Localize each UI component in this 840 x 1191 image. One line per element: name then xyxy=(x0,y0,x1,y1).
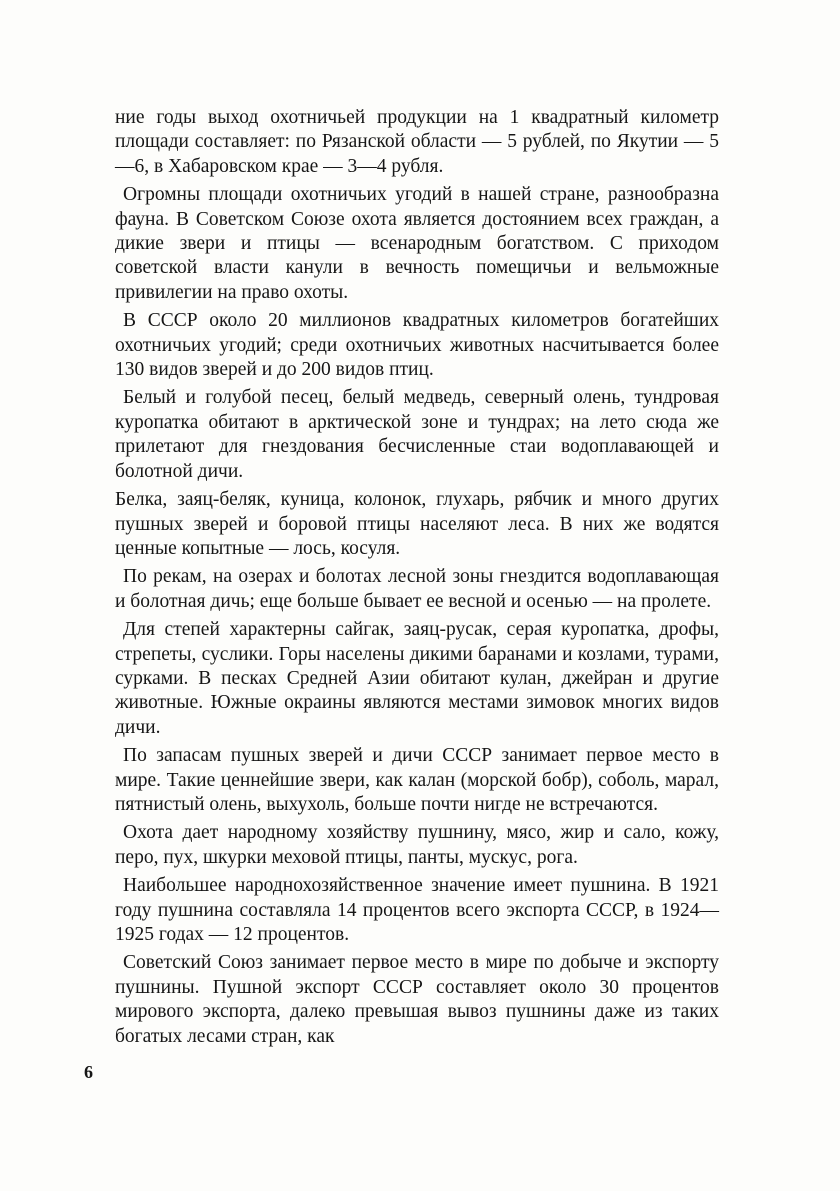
paragraph-10: Наибольшее народнохозяйственное значение имеет пушнина. В 1921 году пушнина составляла 14 процентов всего экспорта СССР, в 1924—1925 годах — 12 процентов. xyxy=(115,875,719,945)
paragraph-6: По рекам, на озерах и болотах лесной зоны гнездится водоплавающая и болотная дичь; еще больше бывает ее весной и осенью — на пролете. xyxy=(115,566,719,612)
paragraph-8: По запасам пушных зверей и дичи СССР занимает первое место в мире. Такие ценнейшие звери, как калан (морской бобр), соболь, марал, пятнистый олень, выхухоль, больше почти нигде не встречаются. xyxy=(115,745,719,815)
paragraph-5: Белка, заяц-беляк, куница, колонок, глухарь, рябчик и много других пушных зверей и боровой птицы населяют леса. В них же водятся ценные копытные — лось, косуля. xyxy=(115,489,719,559)
paragraph-7: Для степей характерны сайгак, заяц-русак, серая куропатка, дрофы, стрепеты, суслики. Горы населены дикими баранами и козлами, турами, сурками. В песках Средней Азии обитают кулан, джейран и другие животные. Южные окраины являются местами зимовок многих видов дичи. xyxy=(115,619,719,738)
paragraph-1: ние годы выход охотничьей продукции на 1 квадратный километр площади составляет: по Рязанской области — 5 рублей, по Якутии — 5—6, в Хабаровском крае — 3—4 рубля. xyxy=(115,107,719,177)
body-text xyxy=(115,106,719,1053)
page-number: 6 xyxy=(84,1062,93,1082)
paragraph-2: Огромны площади охотничьих угодий в нашей стране, разнообразна фауна. В Советском Союзе охота является достоянием всех граждан, а дикие звери и птицы — всенародным богатством. С приходом советской власти канули в вечность помещичьи и вельможные привилегии на право охоты. xyxy=(115,184,719,303)
paragraph-3: В СССР около 20 миллионов квадратных километров богатейших охотничьих угодий; среди охотничьих животных насчитывается более 130 видов зверей и до 200 видов птиц. xyxy=(115,310,719,381)
paragraph-4: Белый и голубой песец, белый медведь, северный олень, тундровая куропатка обитают в арктической зоне и тундрах; на лето сюда же прилетают для гнездования бесчисленные стаи водоплавающей и болотной дичи. xyxy=(115,387,719,482)
paragraph-9: Охота дает народному хозяйству пушнину, мясо, жир и сало, кожу, перо, пух, шкурки меховой птицы, панты, мускус, рога. xyxy=(115,822,719,868)
paragraph-11: Советский Союз занимает первое место в мире по добыче и экспорту пушнины. Пушной экспорт СССР составляет около 30 процентов мирового экспорта, далеко превышая вывоз пушнины даже из таких богатых лесами стран, как xyxy=(115,952,719,1047)
